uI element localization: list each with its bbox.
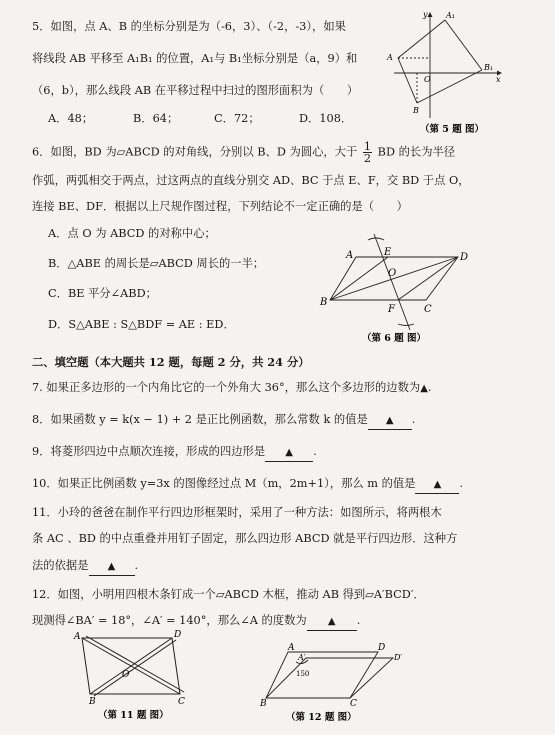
q10-text: 10．如果正比例函数 y=3x 的图像经过点 M（m，2m+1），那么 m 的值是: [32, 477, 416, 490]
answer-mark: ▲: [327, 616, 336, 627]
q6-fig-label-c: C: [424, 304, 432, 315]
q6-figure: [318, 228, 478, 348]
q6-option-c: C．BE 平分∠ABD；: [48, 287, 157, 300]
q6-fraction-denominator: 2: [363, 152, 372, 165]
answer-mark: ▲: [385, 415, 394, 426]
q11-fig-label-o: O: [122, 670, 130, 680]
q7-text: 7. 如果正多边形的一个内角比它的一个外角大 36°，那么这个多边形的边数为: [32, 381, 421, 394]
q6-option-b: B．△ABE 的周长是▱ABCD 周长的一半；: [48, 257, 265, 270]
q6-fig-label-d: D: [460, 252, 469, 263]
q7-end: .: [427, 381, 432, 394]
q6-option-a: A．点 O 为 ABCD 的对称中心；: [48, 227, 216, 240]
q8-answer-blank: [368, 412, 412, 430]
q9-text: 9．将菱形四边中点顺次连接，形成的四边形是: [32, 445, 266, 458]
q7: [32, 380, 432, 397]
answer-mark: ▲: [420, 383, 428, 394]
q6-line-1b: BD 的长为半径: [377, 145, 456, 159]
q11-fig-label-c: C: [178, 697, 185, 707]
q12-line-2: [32, 613, 360, 631]
q5-option-a: A．48；: [48, 112, 94, 125]
q12-fig-label-c: C: [350, 699, 357, 709]
q5-figure-caption: （第 5 题 图）: [420, 124, 485, 135]
q6-line-1: [32, 141, 455, 164]
q12-end: .: [356, 614, 361, 627]
q11-figure-caption: （第 11 题 图）: [98, 710, 169, 721]
q6-option-d: D．S△ABE : S△BDF = AE : ED．: [48, 318, 235, 331]
q5-fig-label-o: O: [424, 75, 431, 84]
answer-mark: ▲: [433, 479, 442, 490]
q10-answer-blank: [415, 476, 459, 494]
q10-end: .: [459, 477, 464, 490]
q5-option-d: D．108．: [299, 112, 353, 125]
q12-fig-label-a: A: [288, 643, 295, 653]
q8-text: 8．如果函数 y = k(x − 1) + 2 是正比例函数，那么常数 k 的值是: [32, 413, 368, 426]
q5-line-3: （6，b），那么线段 AB 在平移过程中扫过的图形面积为（ ）: [32, 84, 359, 97]
q6-line-3: 连接 BE、DF．根据以上尺规作图过程，下列结论不一定正确的是（ ）: [32, 200, 408, 213]
q6-fig-label-b: B: [320, 297, 328, 308]
q12-fig-label-b: B: [260, 699, 267, 709]
q12-fig-label-d: D: [378, 643, 386, 653]
q11-fig-label-d: D: [174, 630, 182, 640]
q5-fig-label-b: B: [413, 106, 419, 115]
answer-mark: ▲: [285, 447, 293, 458]
q11-line-1: 11．小玲的爸爸在制作平行四边形框架时，采用了一种方法：如图所示，将两根木: [32, 506, 442, 519]
q6-line-1a: 6．如图，BD 为▱ABCD 的对角线，分别以 B、D 为圆心，大于: [32, 145, 358, 159]
q5-option-c: C．72；: [214, 112, 260, 125]
q5-fig-label-y: y: [423, 10, 428, 19]
q9-answer-blank: [265, 444, 313, 462]
q11-figure: [70, 630, 200, 730]
q10: [32, 476, 463, 494]
q6-line-2: 作弧，两弧相交于两点，过这两点的直线分别交 AD、BC 于点 E、F，交 BD 于点 O，: [32, 174, 470, 187]
q5-line-2: 将线段 AB 平移至 A₁B₁ 的位置，A₁与 B₁坐标分别是（a，9）和: [32, 52, 358, 65]
q11-answer-blank: [89, 558, 135, 576]
q12-line-1: 12．如图，小明用四根木条钉成一个▱ABCD 木框，推动 AB 得到▱A′BCD′．: [32, 588, 425, 601]
q11-fig-label-b: B: [89, 697, 96, 707]
q5-fig-label-a1: A₁: [446, 11, 455, 20]
q5-fig-label-x: x: [496, 75, 501, 84]
q9: [32, 444, 317, 462]
q8: [32, 412, 415, 430]
q5-line-1: 5．如图，点 A、B 的坐标分别是为（-6，3）、（-2，-3），如果: [32, 20, 346, 33]
q8-end: .: [411, 413, 416, 426]
q12-fig-label-a-prime: A′: [298, 653, 306, 662]
q5-option-b: B．64；: [133, 112, 179, 125]
q12-figure: [258, 640, 408, 730]
q5-fig-label-a: A: [387, 53, 393, 62]
q6-fig-label-a: A: [346, 250, 354, 261]
q11-line-2: 条 AC 、BD 的中点重叠并用钉子固定，那么四边形 ABCD 就是平行四边形．这种方: [32, 532, 458, 545]
q6-fraction: [363, 141, 372, 164]
answer-mark: ▲: [107, 561, 116, 572]
q11-line-3-text: 法的依据是: [32, 559, 89, 572]
q5-figure: [380, 6, 510, 136]
q6-fig-label-e: E: [384, 247, 392, 258]
q11-end: .: [134, 559, 139, 572]
q5-fig-label-b1: B₁: [484, 63, 494, 72]
q11-fig-label-a: A: [74, 632, 81, 642]
q6-fig-label-o: O: [388, 268, 397, 279]
q12-fig-label-d-prime: D′: [394, 653, 403, 662]
q12-answer-blank: [307, 613, 357, 631]
q11-line-3: [32, 558, 138, 576]
q12-figure-caption: （第 12 题 图）: [286, 712, 357, 723]
q6-figure-caption: （第 6 题 图）: [362, 333, 427, 344]
q12-line-2-text: 现测得∠BA′ = 18°，∠A′ = 140°，那么∠A 的度数为: [32, 614, 307, 627]
q6-fig-label-f: F: [388, 304, 395, 315]
q6-fraction-numerator: 1: [363, 140, 372, 153]
q12-fig-label-angle: 150: [296, 670, 310, 678]
section-2-title: 二、填空题（本大题共 12 题，每题 2 分，共 24 分）: [32, 355, 310, 369]
q9-end: .: [313, 445, 317, 458]
